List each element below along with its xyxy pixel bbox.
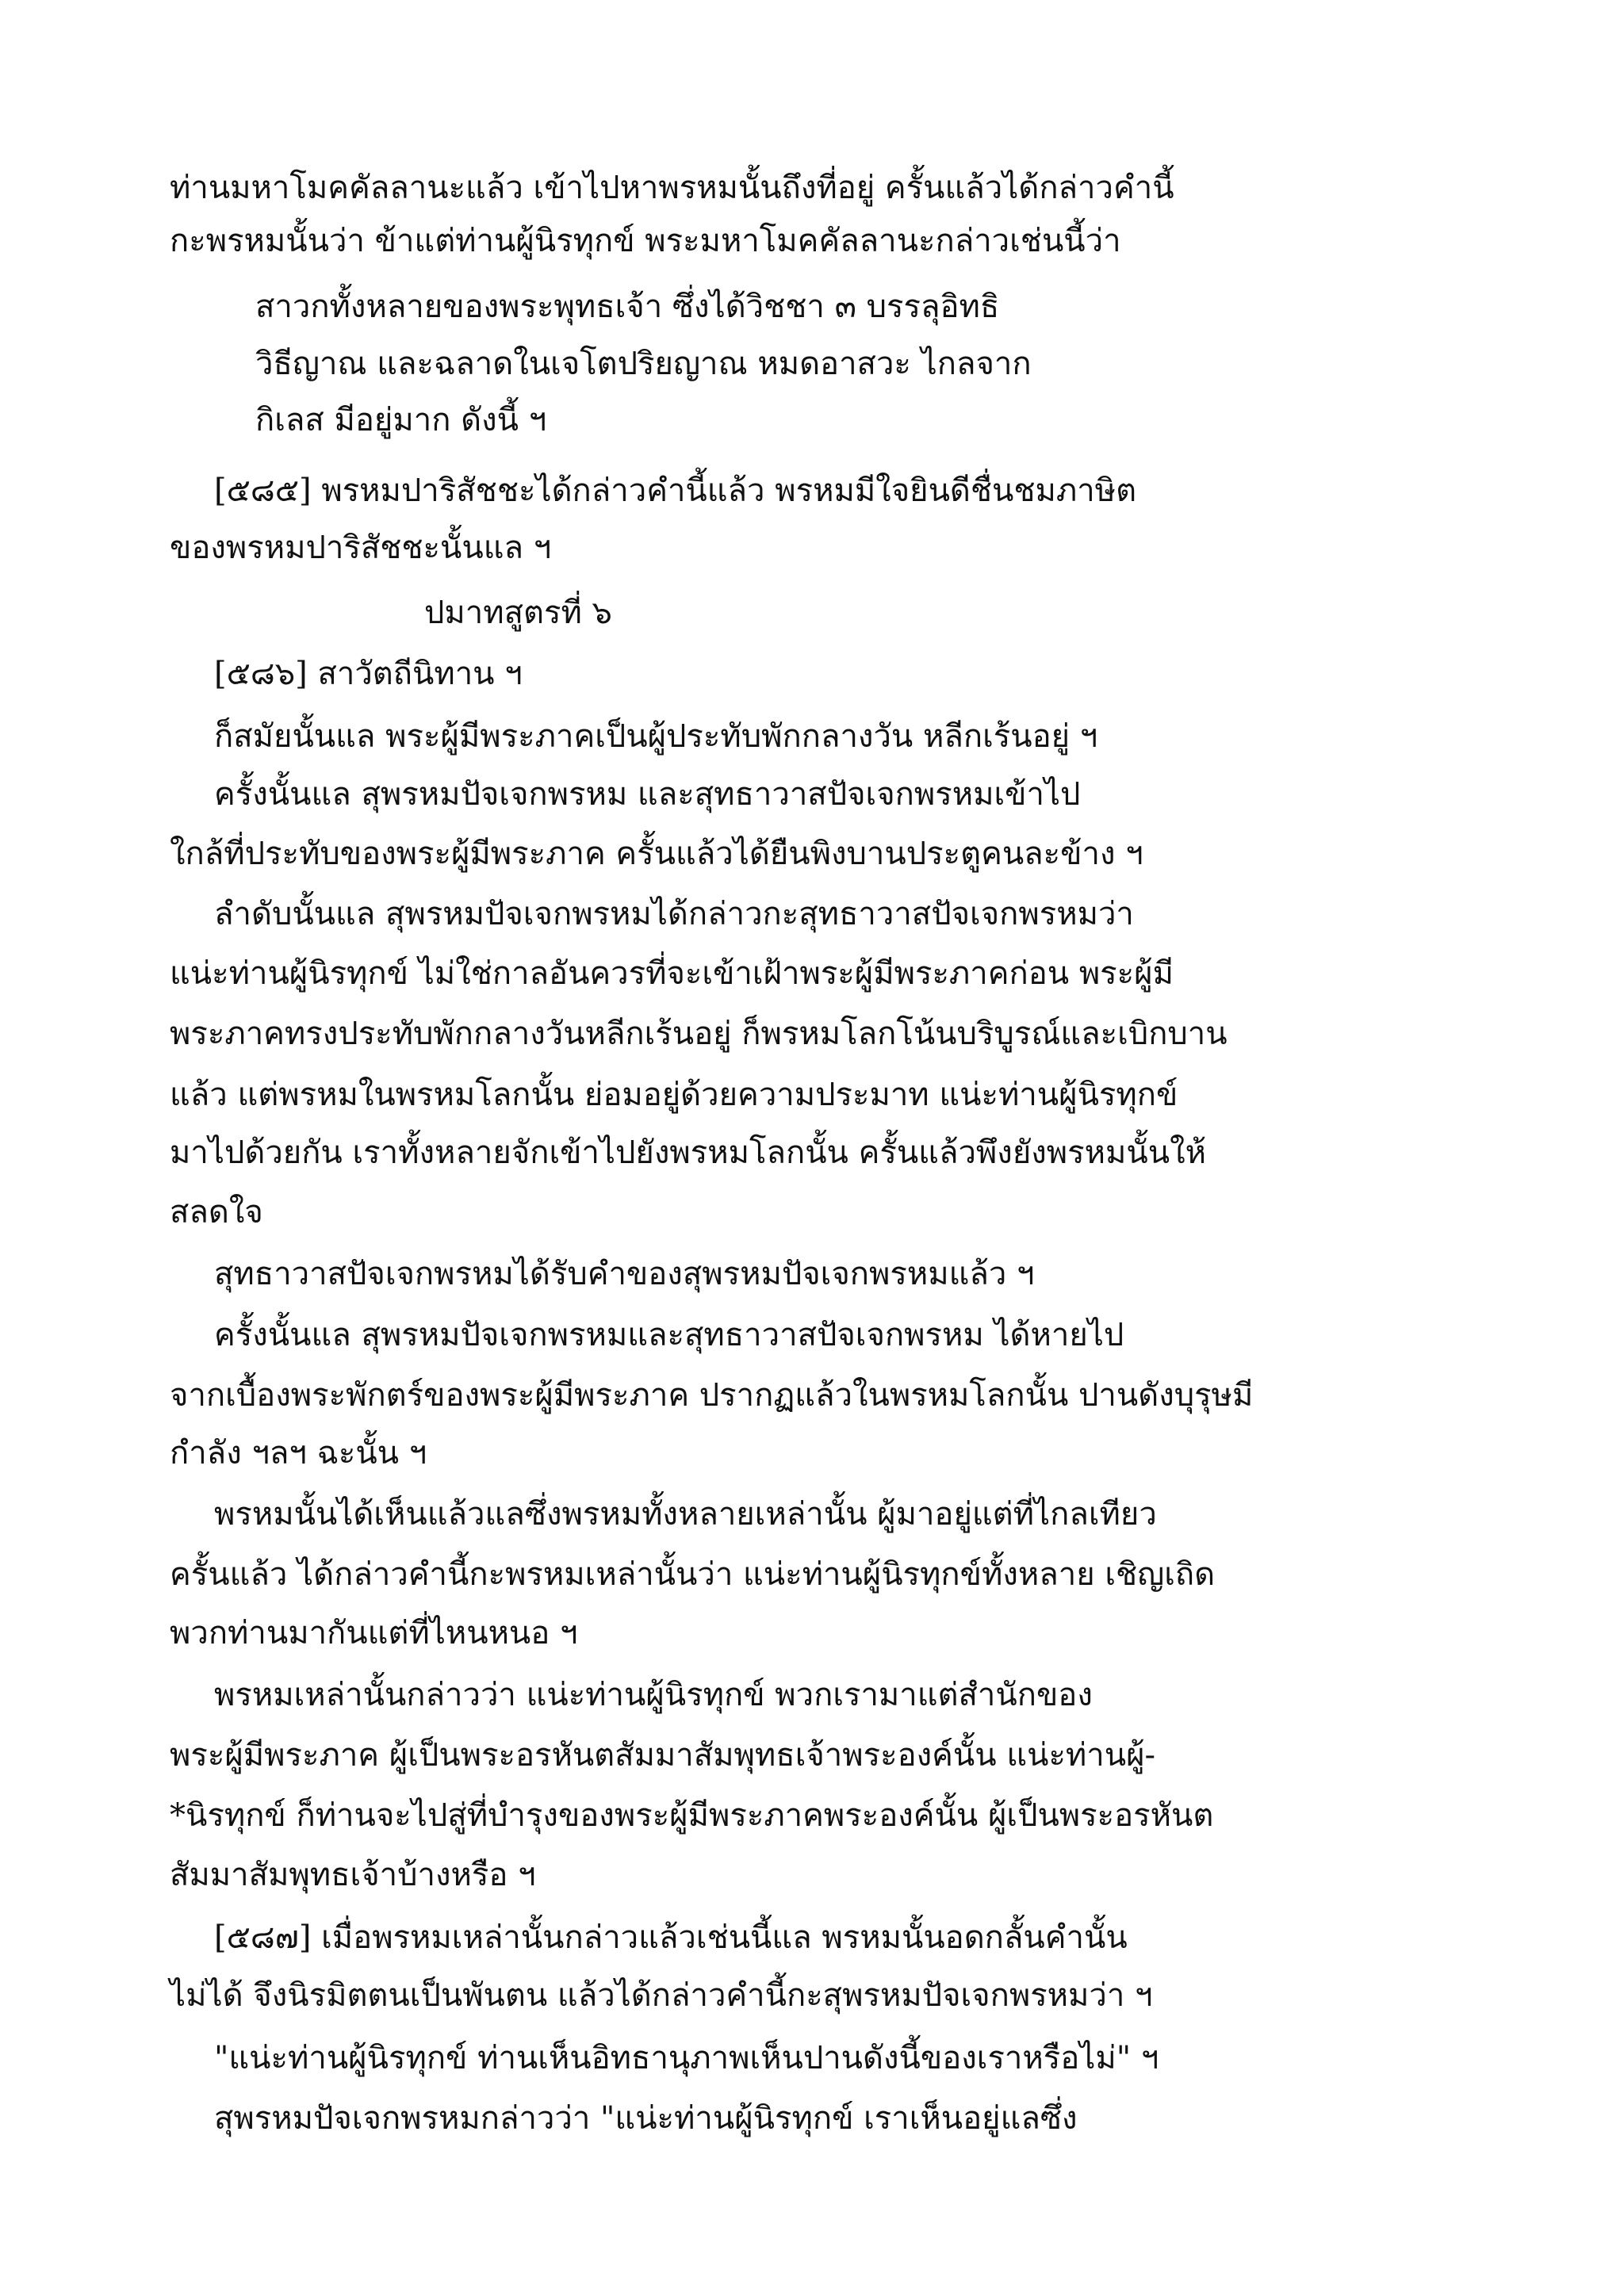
text-line: ไม่ได้ จึงนิรมิตตนเป็นพันตน แล้วได้กล่าวคำนี้กะสุพรหมปัจเจกพรหมว่า ฯ — [170, 1977, 1153, 2014]
text-line: พระผู้มีพระภาค ผู้เป็นพระอรหันตสัมมาสัมพุทธเจ้าพระองค์นั้น แน่ะท่านผู้- — [170, 1737, 1156, 1774]
paragraph-start: ก็สมัยนั้นแล พระผู้มีพระภาคเป็นผู้ประทับพักกลางวัน หลีกเร้นอยู่ ฯ — [214, 718, 1098, 755]
text-line: แน่ะท่านผู้นิรทุกข์ ไม่ใช่กาลอันควรที่จะเข้าเฝ้าพระผู้มีพระภาคก่อน พระผู้มี — [170, 955, 1174, 992]
paragraph-start: [๕๘๗] เมื่อพรหมเหล่านั้นกล่าวแล้วเช่นนี้แล พรหมนั้นอดกลั้นคำนั้น — [214, 1919, 1128, 1956]
text-line: มาไปด้วยกัน เราทั้งหลายจักเข้าไปยังพรหมโลกนั้น ครั้นแล้วพึงยังพรหมนั้นให้ — [170, 1135, 1206, 1171]
paragraph-start: พรหมเหล่านั้นกล่าวว่า แน่ะท่านผู้นิรทุกข์ พวกเรามาแต่สำนักของ — [214, 1677, 1093, 1713]
text-line: สัมมาสัมพุทธเจ้าบ้างหรือ ฯ — [170, 1857, 536, 1893]
paragraph-start: ครั้งนั้นแล สุพรหมปัจเจกพรหม และสุทธาวาสปัจเจกพรหมเข้าไป — [214, 776, 1081, 813]
verse-line: วิธีญาณ และฉลาดในเจโตปริยญาณ หมดอาสวะ ไกลจาก — [255, 346, 1032, 382]
text-line: พระภาคทรงประทับพักกลางวันหลีกเร้นอยู่ ก็พรหมโลกโน้นบริบูรณ์และเบิกบาน — [170, 1016, 1228, 1052]
text-line: ของพรหมปาริสัชชะนั้นแล ฯ — [170, 530, 552, 566]
text-line: พวกท่านมากันแต่ที่ไหนหนอ ฯ — [170, 1615, 578, 1651]
text-line: สลดใจ — [170, 1194, 263, 1230]
verse-line: กิเลส มีอยู่มาก ดังนี้ ฯ — [255, 402, 547, 438]
text-line: *นิรทุกข์ ก็ท่านจะไปสู่ที่บำรุงของพระผู้มีพระภาคพระองค์นั้น ผู้เป็นพระอรหันต — [170, 1797, 1214, 1834]
text-line: กำลัง ฯลฯ ฉะนั้น ฯ — [170, 1435, 427, 1471]
paragraph-start: พรหมนั้นได้เห็นแล้วแลซึ่งพรหมทั้งหลายเหล่านั้น ผู้มาอยู่แต่ที่ไกลเทียว — [214, 1496, 1157, 1533]
paragraph-start: [๕๘๕] พรหมปาริสัชชะได้กล่าวคำนี้แล้ว พรหมมีใจยินดีชื่นชมภาษิต — [214, 473, 1137, 509]
text-line: แล้ว แต่พรหมในพรหมโลกนั้น ย่อมอยู่ด้วยความประมาท แน่ะท่านผู้นิรทุกข์ — [170, 1077, 1178, 1113]
text-line: จากเบื้องพระพักตร์ของพระผู้มีพระภาค ปรากฏแล้วในพรหมโลกนั้น ปานดังบุรุษมี — [170, 1377, 1254, 1414]
paragraph-start: สุทธาวาสปัจเจกพรหมได้รับคำของสุพรหมปัจเจกพรหมแล้ว ฯ — [214, 1256, 1035, 1292]
paragraph-start: ลำดับนั้นแล สุพรหมปัจเจกพรหมได้กล่าวกะสุทธาวาสปัจเจกพรหมว่า — [214, 896, 1134, 932]
paragraph-start: สุพรหมปัจเจกพรหมกล่าวว่า "แน่ะท่านผู้นิรทุกข์ เราเห็นอยู่แลซึ่ง — [214, 2100, 1078, 2137]
text-line: ครั้นแล้ว ได้กล่าวคำนี้กะพรหมเหล่านั้นว่า แน่ะท่านผู้นิรทุกข์ทั้งหลาย เชิญเถิด — [170, 1556, 1216, 1593]
paragraph-start: ครั้งนั้นแล สุพรหมปัจเจกพรหมและสุทธาวาสปัจเจกพรหม ได้หายไป — [214, 1317, 1124, 1353]
text-line: กะพรหมนั้นว่า ข้าแต่ท่านผู้นิรทุกข์ พระมหาโมคคัลลานะกล่าวเช่นนี้ว่า — [170, 223, 1121, 259]
paragraph-start: [๕๘๖] สาวัตถีนิทาน ฯ — [214, 656, 523, 692]
section-title: ปมาทสูตรที่ ๖ — [424, 595, 612, 631]
quote-line: "แน่ะท่านผู้นิรทุกข์ ท่านเห็นอิทธานุภาพเห็นปานดังนี้ของเราหรือไม่" ฯ — [214, 2040, 1159, 2076]
text-line: ท่านมหาโมคคัลลานะแล้ว เข้าไปหาพรหมนั้นถึงที่อยู่ ครั้นแล้วได้กล่าวคำนี้ — [170, 170, 1174, 206]
verse-line: สาวกทั้งหลายของพระพุทธเจ้า ซึ่งได้วิชชา ๓ บรรลุอิทธิ — [255, 289, 1000, 325]
text-line: ใกล้ที่ประทับของพระผู้มีพระภาค ครั้นแล้วได้ยืนพิงบานประตูคนละข้าง ฯ — [170, 836, 1143, 872]
